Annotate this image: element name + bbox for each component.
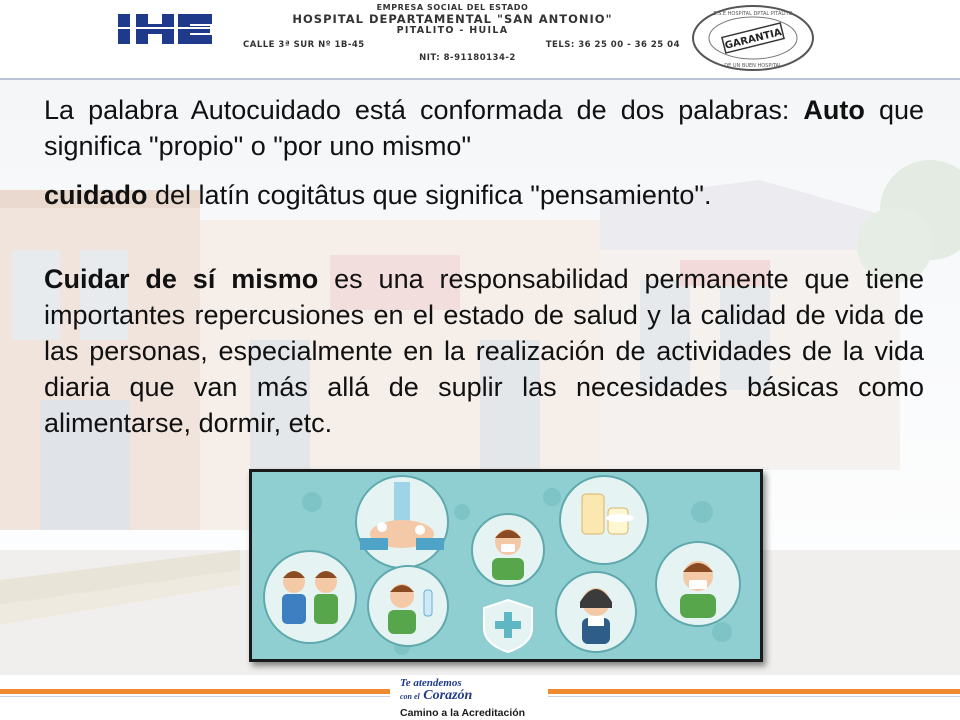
shield-cross-icon (484, 600, 532, 652)
guarantee-seal-icon (690, 3, 816, 73)
svg-text:GARANTIA: GARANTIA (723, 27, 783, 52)
paragraph-auto-intro: La palabra Autocuidado está conformada de dos palabras: (44, 95, 804, 125)
footer-subline-right (548, 696, 960, 697)
self-care-illustration (249, 469, 763, 662)
handwashing-icon (356, 476, 448, 568)
paragraph-cuidar (44, 261, 924, 441)
healthy-food-icon (560, 476, 648, 564)
header-address: CALLE 3ª SUR Nº 1B-45 (243, 40, 365, 50)
paragraph-cuidar-body: es una responsabilidad permanente que tiene importantes repercusiones en el estado de salud y la calidad de vida de las personas, especialmente en la realización de actividades de la vida diaria que van más allá de suplir las necesidades básicas como alimentarse, dormir, etc. (44, 264, 924, 438)
paragraph-auto-definition: que significa "propio" o "por uno mismo" (44, 95, 924, 161)
header-location: PITALITO - HUILA (396, 25, 509, 36)
hospital-logo (118, 12, 216, 46)
footer-accreditation: Camino a la Acreditación (400, 707, 526, 719)
term-auto: Auto (803, 95, 865, 125)
children-icon (264, 551, 356, 643)
footer-line-left (0, 689, 390, 694)
svg-text:E.S.E HOSPITAL DPTAL PITALITO: E.S.E HOSPITAL DPTAL PITALITO (713, 11, 793, 17)
scarf-girl-icon (556, 572, 636, 652)
paragraph-cuidado (44, 177, 924, 213)
header-phones: TELS: 36 25 00 - 36 25 04 (545, 40, 680, 50)
slide-content (44, 92, 924, 441)
header-line1: EMPRESA SOCIAL DEL ESTADO (376, 3, 529, 12)
header-hospital-name: HOSPITAL DEPARTAMENTAL "SAN ANTONIO" (292, 12, 613, 26)
footer-line-right (548, 689, 960, 694)
footer-slogan-heart-word: Corazón (423, 688, 473, 703)
footer-slogan-small: con el (400, 692, 420, 701)
term-cuidado: cuidado (44, 180, 148, 210)
paragraph-cuidado-definition: del latín cogitâtus que significa "pensamiento". (147, 180, 712, 210)
footer-slogan (400, 678, 550, 719)
hospital-header (0, 0, 960, 80)
footer-subline-left (0, 696, 390, 697)
mask-boy-icon (472, 514, 544, 586)
drink-water-icon (368, 566, 448, 646)
footer-slogan-line1: Te atendemos (400, 677, 462, 689)
paragraph-auto (44, 92, 924, 164)
term-cuidar-de-si-mismo: Cuidar de sí mismo (44, 264, 319, 294)
svg-text:DE UN BUEN HOSPITAL: DE UN BUEN HOSPITAL (724, 63, 782, 69)
header-nit: NIT: 8-91180134-2 (419, 53, 516, 63)
footer-slogan-line2 (400, 689, 550, 703)
mask-child-icon (656, 542, 740, 626)
hospital-info (225, 3, 680, 64)
